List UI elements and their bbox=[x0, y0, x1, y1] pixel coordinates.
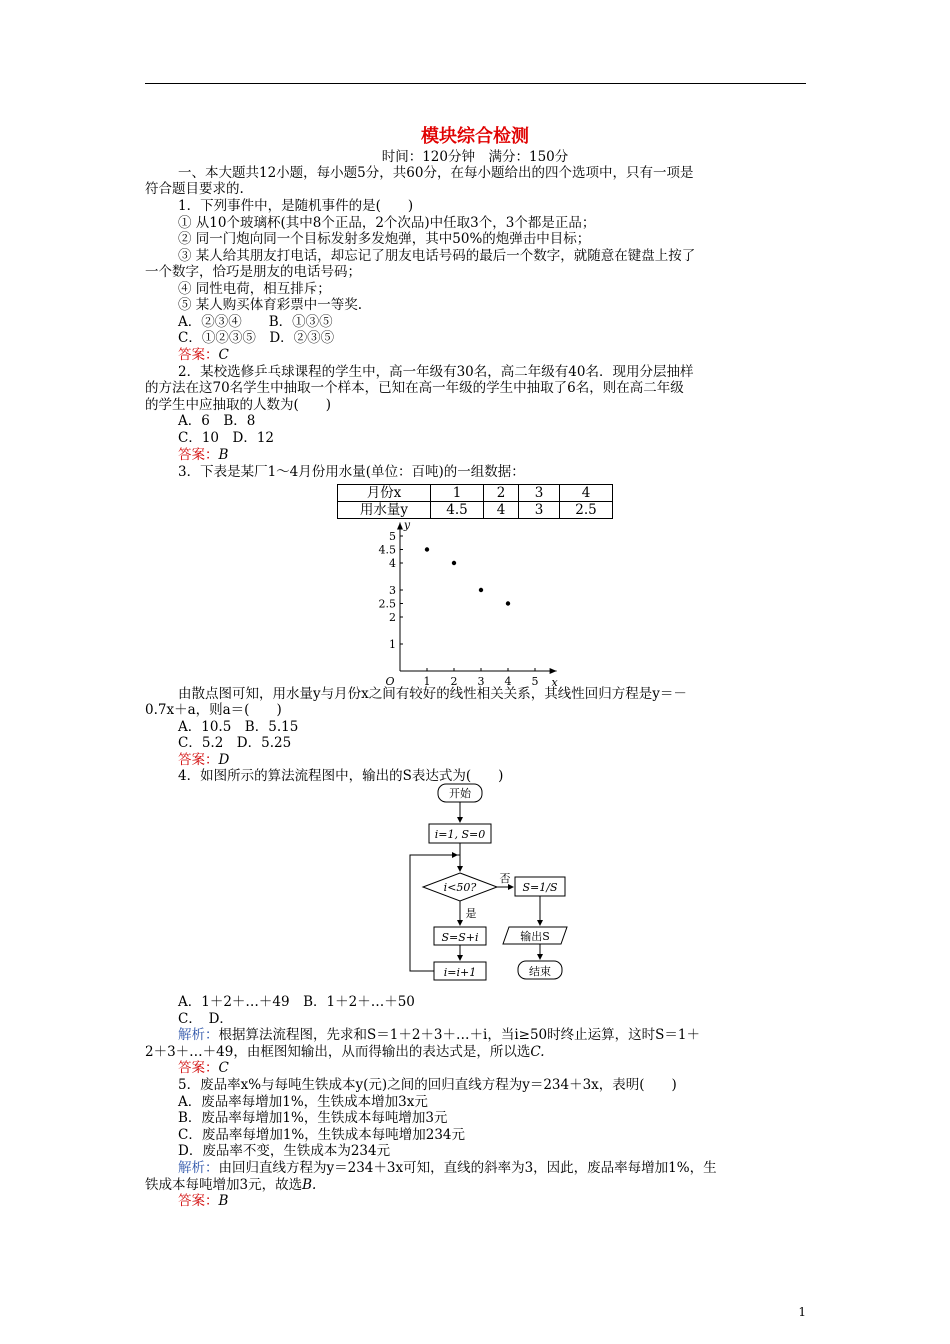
y-tick-label: 2 bbox=[389, 611, 396, 624]
table-cell: 3 bbox=[519, 485, 560, 502]
q1-stem: 1．下列事件中，是随机事件的是( ) bbox=[178, 198, 414, 214]
q4-solution-2 bbox=[145, 1045, 545, 1060]
q4-answer bbox=[178, 1061, 229, 1076]
q4-options-ab: A．1＋2＋…＋49 B．1＋2＋…＋50 bbox=[178, 994, 415, 1010]
x-tick-label: 2 bbox=[450, 675, 458, 686]
q2-stem-3: 的学生中应抽取的人数为( ) bbox=[145, 397, 332, 413]
flow-start-label: 开始 bbox=[449, 787, 471, 800]
q1-options-ab: A．②③④ B．①③⑤ bbox=[178, 314, 333, 330]
table-cell: 1 bbox=[431, 485, 484, 502]
q5-solution-1 bbox=[178, 1161, 717, 1176]
answer-value: C bbox=[218, 1060, 229, 1076]
q5-option-d: D．废品率不变，生铁成本为234元 bbox=[178, 1143, 391, 1159]
q2-options-ab: A．6 B．8 bbox=[178, 413, 256, 429]
algorithm-flowchart bbox=[405, 782, 585, 987]
flow-end-label: 结束 bbox=[529, 965, 551, 978]
page-title: 模块综合检测 bbox=[421, 126, 529, 147]
data-point bbox=[452, 561, 456, 565]
y-tick-label: 1 bbox=[389, 638, 396, 651]
answer-label: 答案： bbox=[178, 1060, 219, 1076]
y-tick-label: 4.5 bbox=[378, 543, 396, 557]
q5-option-c: C．废品率每增加1%，生铁成本每吨增加234元 bbox=[178, 1127, 466, 1143]
answer-label: 答案： bbox=[178, 347, 219, 363]
solution-text: 铁成本每吨增加3元，故选 bbox=[145, 1177, 303, 1193]
water-usage-table bbox=[337, 484, 613, 519]
q3-answer bbox=[178, 753, 229, 768]
scatter-plot bbox=[360, 518, 610, 686]
solution-text: 根据算法流程图，先求和S＝1＋2＋3＋…＋i，当i≥50时终止运算，这时S＝1＋ bbox=[218, 1027, 700, 1043]
q3-text-1: 由散点图可知，用水量y与月份x之间有较好的线性相关关系，其线性回归方程是y＝－ bbox=[178, 686, 687, 702]
x-tick-label: 3 bbox=[477, 675, 485, 686]
data-point bbox=[425, 547, 429, 551]
q1-options-cd: C．①②③⑤ D．②③⑤ bbox=[178, 330, 335, 346]
table-cell: 4 bbox=[560, 485, 613, 502]
solution-choice: C. bbox=[530, 1044, 545, 1060]
header-rule bbox=[145, 83, 806, 84]
q1-item-4: ④ 同性电荷，相互排斥； bbox=[178, 281, 331, 297]
table-row bbox=[338, 502, 613, 519]
answer-value: D bbox=[218, 752, 230, 768]
table-cell: 月份x bbox=[338, 485, 431, 502]
flow-condition-label: i<50? bbox=[443, 881, 477, 894]
flow-yes-label: 是 bbox=[465, 907, 477, 920]
intro-line-2: 符合题目要求的. bbox=[145, 181, 244, 197]
solution-choice: B. bbox=[302, 1177, 317, 1193]
answer-value: C bbox=[218, 347, 229, 363]
q4-solution-1 bbox=[178, 1028, 700, 1043]
table-cell: 2 bbox=[484, 485, 519, 502]
table-cell: 4 bbox=[484, 502, 519, 519]
page-subtitle: 时间：120分钟 满分：150分 bbox=[381, 149, 569, 165]
flow-add-label: S=S+i bbox=[441, 931, 479, 944]
q3-text-2: 0.7x＋a，则a＝( ) bbox=[145, 702, 282, 718]
x-axis-label: x bbox=[551, 676, 558, 686]
q3-options-cd: C．5.2 D．5.25 bbox=[178, 735, 292, 751]
y-tick-label: 4 bbox=[389, 557, 396, 570]
q5-answer bbox=[178, 1194, 228, 1209]
solution-label: 解析： bbox=[178, 1027, 219, 1043]
y-tick-label: 3 bbox=[389, 584, 396, 597]
x-tick-label: 4 bbox=[504, 675, 512, 686]
q1-item-5: ⑤ 某人购买体育彩票中一等奖. bbox=[178, 297, 363, 313]
q1-item-3a: ③ 某人给其朋友打电话，却忘记了朋友电话号码的最后一个数字，就随意在键盘上按了 bbox=[178, 248, 696, 264]
y-tick-label: 5 bbox=[389, 530, 396, 543]
solution-text: 2＋3＋…＋49，由框图知输出，从而得输出的表达式是，所以选 bbox=[145, 1044, 531, 1060]
x-tick-label: 5 bbox=[531, 675, 539, 686]
answer-label: 答案： bbox=[178, 447, 219, 463]
table-row bbox=[338, 485, 613, 502]
flow-no-label: 否 bbox=[499, 872, 511, 885]
q2-stem-2: 的方法在这70名学生中抽取一个样本，已知在高一年级的学生中抽取了6名，则在高二年级 bbox=[145, 380, 684, 396]
intro-line-1: 一、本大题共12小题，每小题5分，共60分，在每小题给出的四个选项中，只有一项是 bbox=[178, 165, 694, 181]
answer-label: 答案： bbox=[178, 1193, 219, 1209]
q2-answer bbox=[178, 448, 228, 463]
x-tick-label: 1 bbox=[423, 675, 431, 686]
q1-item-1: ① 从10个玻璃杯(其中8个正品，2个次品)中任取3个，3个都是正品； bbox=[178, 215, 596, 231]
flow-assign-label: S=1/S bbox=[522, 881, 558, 894]
q4-stem: 4．如图所示的算法流程图中，输出的S表达式为( ) bbox=[178, 768, 504, 784]
solution-label: 解析： bbox=[178, 1160, 219, 1176]
data-point bbox=[479, 588, 483, 592]
table-cell: 用水量y bbox=[338, 502, 431, 519]
q5-option-a: A．废品率每增加1%，生铁成本增加3x元 bbox=[178, 1094, 428, 1110]
flow-init-label: i=1, S=0 bbox=[434, 828, 486, 841]
solution-text: 由回归直线方程为y＝234＋3x可知，直线的斜率为3，因此，废品率每增加1%，生 bbox=[218, 1160, 717, 1176]
q5-stem: 5．废品率x%与每吨生铁成本y(元)之间的回归直线方程为y＝234＋3x，表明( ) bbox=[178, 1077, 677, 1093]
x-axis-arrow bbox=[550, 668, 557, 674]
q1-item-3b: 一个数字，恰巧是朋友的电话号码； bbox=[145, 264, 361, 280]
table-cell: 2.5 bbox=[560, 502, 613, 519]
y-axis-label: y bbox=[403, 518, 411, 532]
flow-output-label: 输出S bbox=[520, 930, 550, 943]
q2-options-cd: C．10 D．12 bbox=[178, 430, 275, 446]
origin-label: O bbox=[385, 675, 395, 686]
q4-options-cd: C． D． bbox=[178, 1011, 233, 1027]
q3-options-ab: A．10.5 B．5.15 bbox=[178, 719, 299, 735]
table-cell: 4.5 bbox=[431, 502, 484, 519]
y-tick-label: 2.5 bbox=[378, 597, 396, 611]
data-point bbox=[506, 601, 510, 605]
table-cell: 3 bbox=[519, 502, 560, 519]
flow-increment-label: i=i+1 bbox=[443, 966, 477, 979]
q5-solution-2 bbox=[145, 1178, 316, 1193]
q5-option-b: B．废品率每增加1%，生铁成本每吨增加3元 bbox=[178, 1110, 448, 1126]
page-number: 1 bbox=[798, 1305, 806, 1319]
q1-item-2: ② 同一门炮向同一个目标发射多发炮弹，其中50%的炮弹击中目标； bbox=[178, 231, 591, 247]
answer-value: B bbox=[218, 1193, 229, 1209]
y-axis-arrow bbox=[397, 523, 403, 530]
q2-stem-1: 2．某校选修乒乓球课程的学生中，高一年级有30名，高二年级有40名．现用分层抽样 bbox=[178, 364, 694, 380]
q3-stem: 3．下表是某厂1～4月份用水量(单位：百吨)的一组数据： bbox=[178, 464, 525, 480]
q1-answer bbox=[178, 348, 229, 363]
answer-label: 答案： bbox=[178, 752, 219, 768]
answer-value: B bbox=[218, 447, 229, 463]
